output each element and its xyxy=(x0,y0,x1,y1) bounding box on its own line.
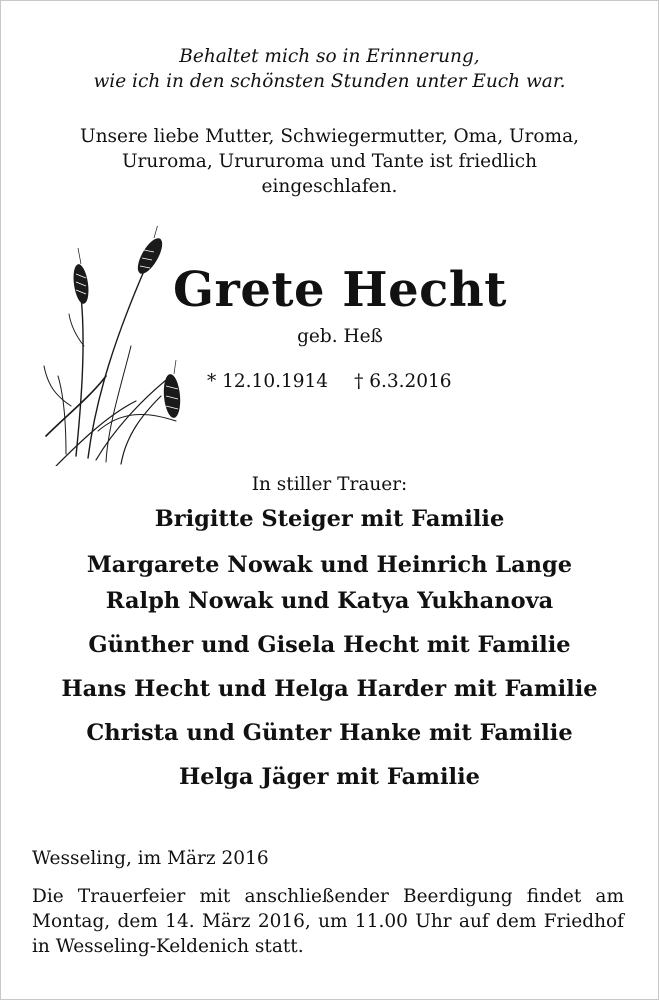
list-item: Günther und Gisela Hecht mit Familie xyxy=(88,632,571,658)
funeral-notice: Die Trauerfeier mit anschließender Beerdigung findet am Montag, dem 14. März 2016, um 11.00 Uhr auf dem Friedhof in Wesseling-Keldenich statt. xyxy=(32,886,624,957)
life-dates xyxy=(207,371,452,392)
deceased-name: Grete Hecht xyxy=(173,262,507,318)
list-item: Ralph Nowak und Katya Yukhanova xyxy=(105,588,554,614)
list-item: Hans Hecht und Helga Harder mit Familie xyxy=(61,676,598,702)
list-item: Margarete Nowak und Heinrich Lange xyxy=(86,552,573,578)
quote-line-1: Behaltet mich so in Erinnerung, xyxy=(179,46,480,67)
intro-line-3: eingeschlafen. xyxy=(261,176,398,197)
intro-line-1: Unsere liebe Mutter, Schwiegermutter, Oma, Uroma, xyxy=(80,126,579,147)
intro-line-2: Ururoma, Urururoma und Tante ist friedlich xyxy=(121,151,538,172)
birth-name: geb. Heß xyxy=(297,326,383,347)
list-item: Christa und Günter Hanke mit Familie xyxy=(86,720,573,746)
quote-line-2: wie ich in den schönsten Stunden unter Euch war. xyxy=(93,71,566,92)
mourning-label: In stiller Trauer: xyxy=(251,474,408,495)
list-item: Brigitte Steiger mit Familie xyxy=(154,506,505,532)
list-item: Helga Jäger mit Familie xyxy=(179,764,480,790)
memorial-quote xyxy=(0,44,659,94)
intro-text xyxy=(0,124,659,199)
place-date: Wesseling, im März 2016 xyxy=(32,848,269,869)
death-date: † 6.3.2016 xyxy=(354,371,452,392)
birth-date: * 12.10.1914 xyxy=(207,371,329,392)
